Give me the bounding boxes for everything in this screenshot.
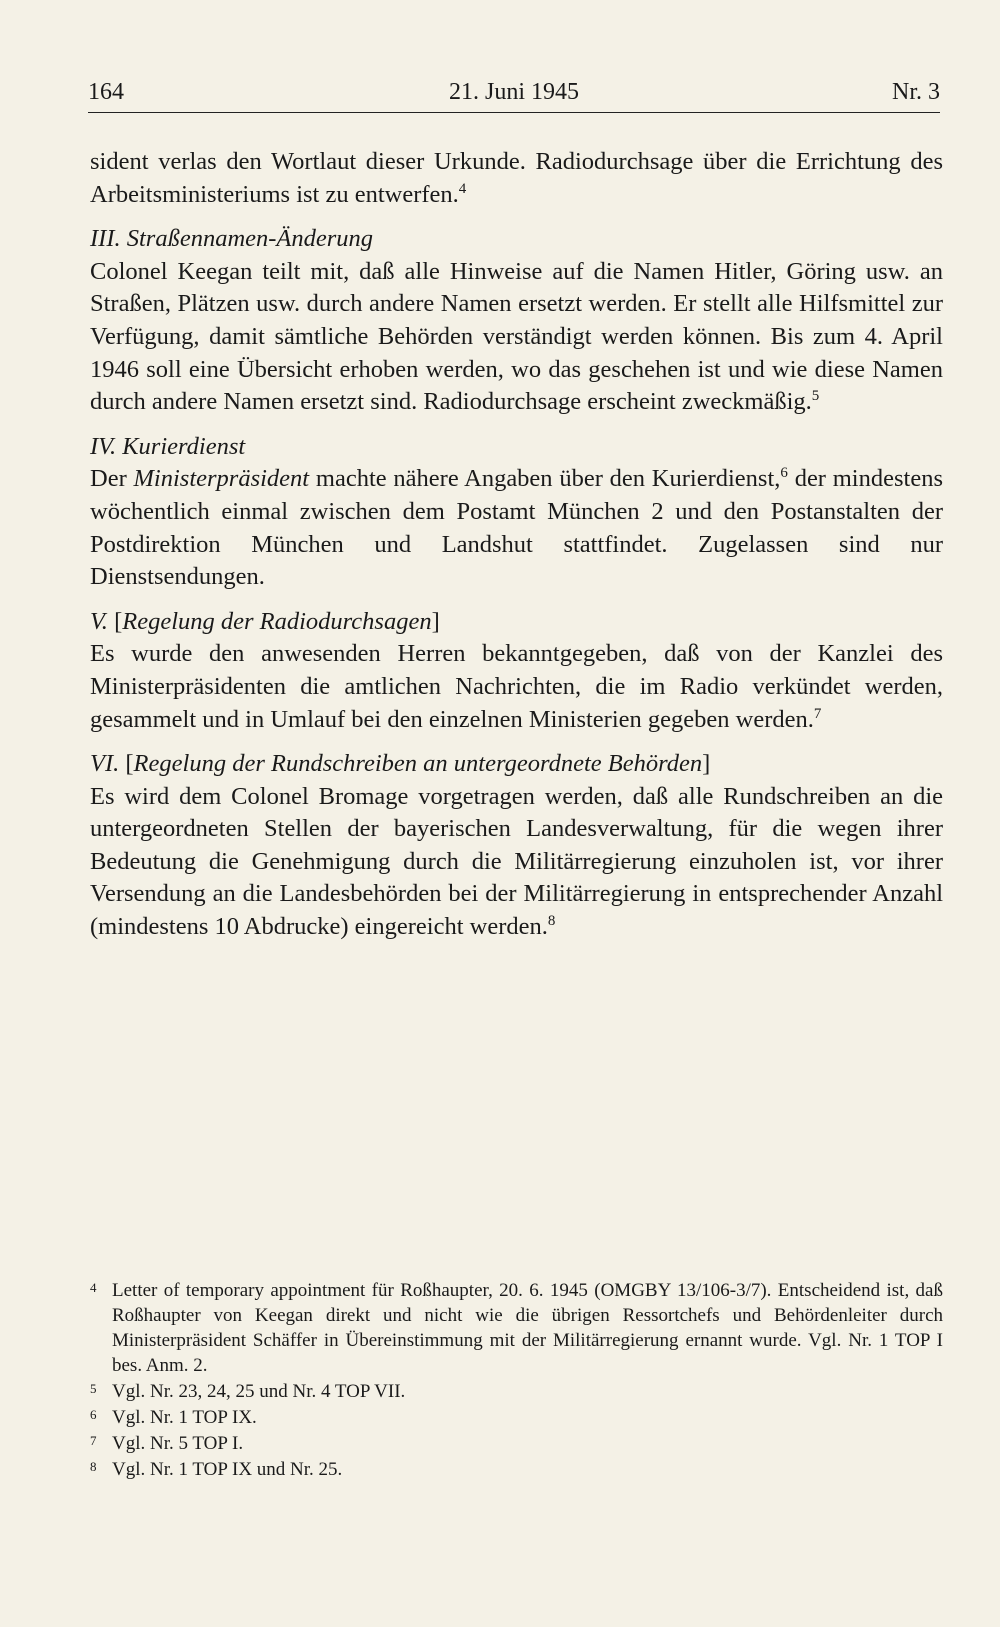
footnote: 8 Vgl. Nr. 1 TOP IX und Nr. 25. <box>90 1457 943 1482</box>
section-heading-v: V. [Regelung der Radiodurchsagen] <box>90 607 440 635</box>
footnote-number: 8 <box>90 1459 97 1474</box>
intro-paragraph: sident verlas den Wortlaut dieser Urkunde. Radiodurchsage über die Errichtung des Arbeitsministeriums ist zu entwerfen.$^4$ <box>90 148 943 208</box>
footnote-number: 7 <box>90 1433 97 1448</box>
section-heading-iv: IV. Kurierdienst <box>90 432 246 460</box>
running-header <box>88 72 940 113</box>
section-text-vi: Es wird dem Colonel Bromage vorgetragen werden, daß alle Rundschreiben an die untergeordneten Stellen der bayerischen Landesverwaltung, für die wegen ihrer Bedeutung die Genehmigung durch die Militärregierung einzuholen ist, vor ihrer Versendung an die Landesbehörden bei der Militärregierung in entsprechender Anzahl (mindestens 10 Abdrucke) eingereicht werden.$^8$ <box>90 782 943 941</box>
main-text <box>90 146 943 944</box>
footnote-ref: 6 <box>780 465 788 482</box>
section-heading-iii: III. Straßennamen-Änderung <box>90 225 374 253</box>
footnote: 6 Vgl. Nr. 1 TOP IX. <box>90 1405 943 1430</box>
footnote-number: 6 <box>90 1407 97 1422</box>
section-text-iii: Colonel Keegan teilt mit, daß alle Hinweise auf die Namen Hitler, Göring usw. an Straßen, Plätzen usw. durch andere Namen ersetzt werden. Er stellt alle Hilfsmittel zur Verfügung, damit sämtliche Behörden verständigt werden können. Bis zum 4. April 1946 soll eine Übersicht erhoben werden, wo das geschehen ist und wie diese Namen durch andere Namen ersetzt sind. Radiodurchsage erscheint zweckmäßig.$^5$ <box>90 257 943 416</box>
document-number: Nr. 3 <box>892 79 940 105</box>
footnotes <box>90 1278 943 1483</box>
footnote: 7 Vgl. Nr. 5 TOP I. <box>90 1431 943 1456</box>
footnote-ref: 7 <box>813 705 822 722</box>
section-text-v: Es wurde den anwesenden Herren bekanntgegeben, daß von der Kanzlei des Ministerpräsidenten die amtlichen Nachrichten, die im Radio verkündet werden, gesammelt und in Umlauf bei den einzelnen Ministerien gegeben werden.$^7$ <box>90 640 943 733</box>
footnote-ref: 4 <box>458 180 467 197</box>
footnote-number: 4 <box>90 1280 97 1295</box>
footnote: 5 Vgl. Nr. 23, 24, 25 und Nr. 4 TOP VII. <box>90 1379 943 1404</box>
footnote-number: 5 <box>90 1381 97 1396</box>
page-number: 164 <box>88 79 124 105</box>
emphasis-ministerpraesident: Ministerpräsident <box>133 465 310 493</box>
section-text-iv: Der Ministerpräsident machte nähere Angaben über den Kurierdienst,$^6$ der mindestens wöchentlich einmal zwischen dem Postamt München 2 und den Postanstalten der Postdirektion München und Landshut stattfindet. Zugelassen sind nur Dienstsendungen. <box>90 465 943 591</box>
footnote-ref: 8 <box>547 912 556 929</box>
footnote-ref: 5 <box>811 388 820 404</box>
section-heading-vi: VI. [Regelung der Rundschreiben an untergeordnete Behörden] <box>90 750 711 778</box>
footnote: 4 Letter of temporary appointment für Roßhaupter, 20. 6. 1945 (OMGBY 13/106-3/7). Entscheidend ist, daß Roßhaupter von Keegan direkt und nicht wie die übrigen Ressortchefs und Behördenleiter durch Ministerpräsident Schäffer in Übereinstimmung mit der Militärregierung ernannt wurde. Vgl. Nr. 1 TOP I bes. Anm. 2. <box>90 1278 943 1378</box>
header-date: 21. Juni 1945 <box>448 79 579 105</box>
